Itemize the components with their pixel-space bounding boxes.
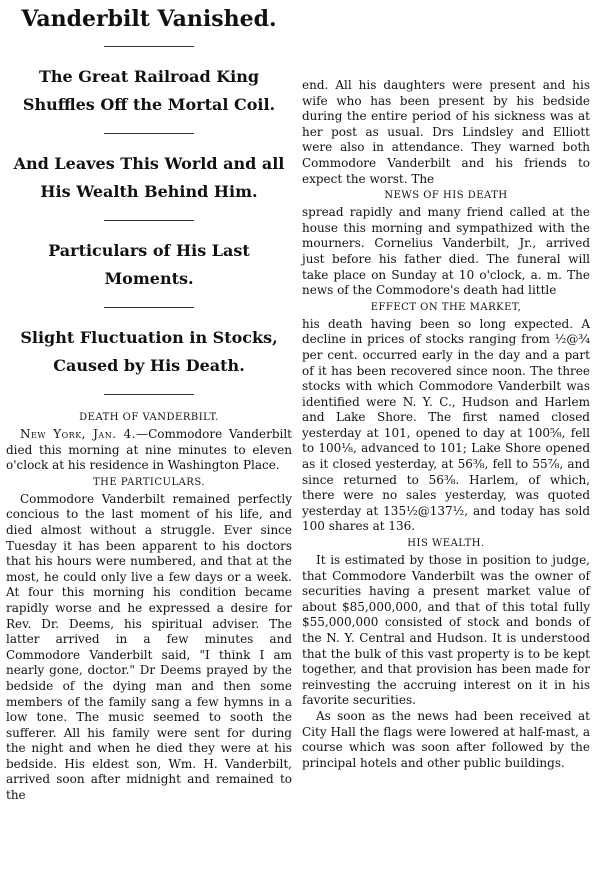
deck-rule-1 <box>104 133 194 134</box>
subhead-death: DEATH OF VANDERBILT. <box>79 412 219 423</box>
main-headline: Vanderbilt Vanished. <box>21 6 277 32</box>
left-column <box>6 4 292 804</box>
dateline: New York, Jan. 4. <box>20 427 137 441</box>
right-column <box>302 78 590 771</box>
market-paragraph: his death having been so long expected. A decline in prices of stocks ranging from ½@¾ per cent. occurred early in the day and a part of it has been recovered since noon. The three stocks with which Commodore Vanderbilt was identified were N. Y. C., Hudson and Harlem and Lake Shore. The first named closed yesterday at 101, opened to day at 100⅝, fell to 100⅛, advanced to 101; Lake Shore opened as it closed yesterday, at 56⅜, fell to 55⅞, and since returned to 56⅜. Harlem, of which, there were no sales yesterday, was quoted yesterday at 135½@137½, and today has sold 100 shares at 136. <box>302 316 590 534</box>
deck-headline-1: The Great Railroad King Shuffles Off the Mortal Coil. <box>22 67 276 114</box>
particulars-paragraph-right: end. All his daughters were present and his wife who has been present by his bedside during the entire period of his sickness was at her post as usual. Drs Lindsley and Elliott were also in attendance. They warned both Commodore Vanderbilt and his friends to expect the worst. The <box>302 78 590 186</box>
subhead-particulars: THE PARTICULARS. <box>92 476 206 488</box>
deck-headline-2: And Leaves This World and all His Wealth Behind Him. <box>13 154 285 201</box>
headline-rule <box>104 46 194 47</box>
particulars-paragraph-left: Commodore Vanderbilt remained perfectly concious to the last moment of his life, and died almost without a struggle. Ever since Tuesday it has been apparent to his doctors that his hours were numbered, and that at the most, he could only live a few days or a week. At four this morning his condition became rapidly worse and he expressed a desire for Rev. Dr. Deems, his spiritual adviser. The latter arrived in a few minutes and Commodore Vanderbilt said, "I think I am nearly gone, doctor." Dr Deems prayed by the bedside of the dying man and then some members of the family sang a few hymns in a low tone. The music seemed to sooth the sufferer. All his family were sent for during the night and when he died they were at his bedside. His eldest son, Wm. H. Vanderbilt, arrived soon after midnight and remained to the <box>6 491 292 803</box>
subhead-wealth: HIS WEALTH. <box>407 538 485 550</box>
lead-paragraph <box>6 427 292 474</box>
lead-text: —Commodore Vanderbilt died this morning at nine minutes to eleven o'clock at his residence in Washington Place. <box>6 427 292 473</box>
deck-rule-3 <box>104 307 194 308</box>
deck-rule-4 <box>104 394 194 395</box>
subhead-news: NEWS OF HIS DEATH <box>384 190 508 202</box>
deck-headline-3: Particulars of His Last Moments. <box>48 241 250 288</box>
subhead-market: EFFECT ON THE MARKET, <box>370 301 522 313</box>
flags-paragraph: As soon as the news had been received at City Hall the flags were lowered at half-mast, a course which was soon after followed by the principal hotels and other public buildings. <box>302 708 590 770</box>
deck-rule-2 <box>104 220 194 221</box>
deck-headline-4: Slight Fluctuation in Stocks, Caused by His Death. <box>20 328 278 375</box>
wealth-paragraph: It is estimated by those in position to judge, that Commodore Vanderbilt was the owner of securities having a present market value of about $85,000,000, and that of this total fully $55,000,000 consisted of stock and bonds of the N. Y. Central and Hudson. It is understood that the bulk of this vast property is to be kept together, and that provision has been made for reinvesting the accruing interest on it in his favorite securities. <box>302 553 590 708</box>
news-paragraph: spread rapidly and many friend called at the house this morning and sympathized with the mourners. Cornelius Vanderbilt, Jr., arrived just before his father died. The funeral will take place on Sunday at 10 o'clock, a. m. The news of the Commodore's death had little <box>302 205 590 298</box>
